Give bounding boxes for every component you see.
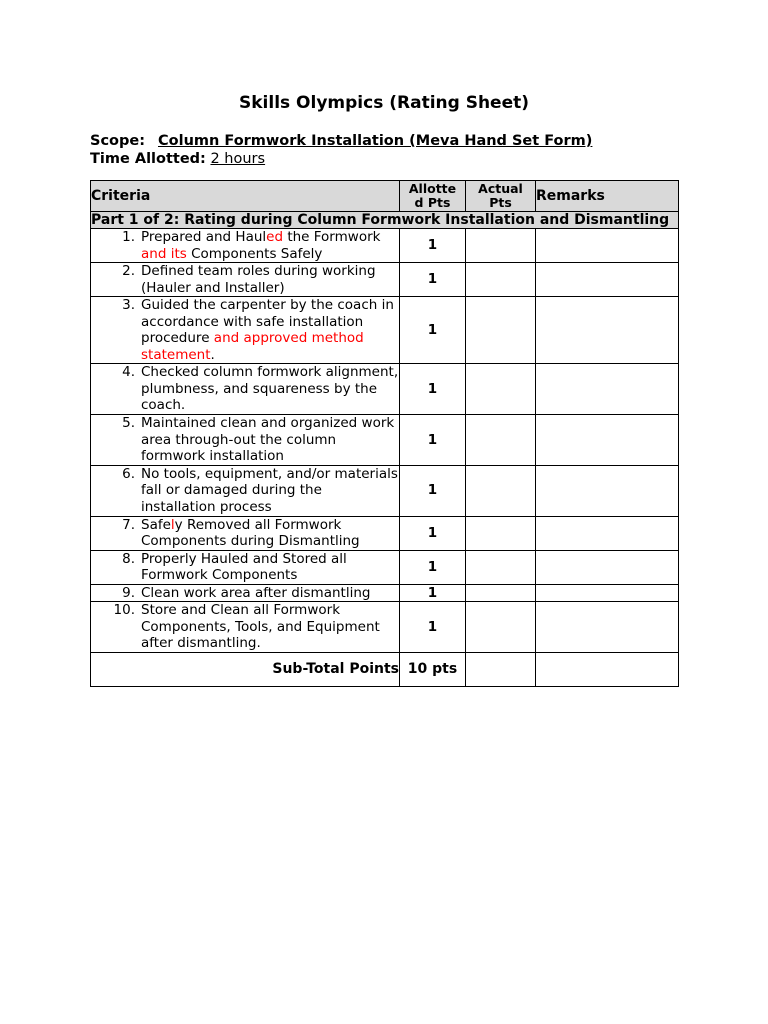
remarks-cell[interactable] [536, 584, 679, 602]
remarks-cell[interactable] [536, 263, 679, 297]
criteria-text [135, 466, 399, 516]
criteria-cell [91, 602, 400, 653]
criteria-cell [91, 297, 400, 364]
criteria-text [135, 517, 399, 550]
allotted-pts-cell: 1 [400, 584, 466, 602]
criteria-number: 2. [122, 263, 135, 279]
criteria-number: 8. [122, 550, 135, 567]
criteria-number: 9. [122, 584, 135, 601]
criteria-text-segment: . [210, 346, 215, 363]
actual-pts-cell[interactable] [466, 584, 536, 602]
criteria-text-segment: Defined team roles during working (Hauler and Installer) [141, 263, 376, 296]
criteria-text-highlight: and its [141, 245, 187, 262]
subtotal-label: Sub-Total Points [91, 653, 400, 687]
criteria-cell [91, 465, 400, 516]
table-row [91, 229, 679, 263]
criteria-cell [91, 516, 400, 550]
header-allotted-line2: d Pts [414, 195, 451, 210]
subtotal-row [91, 653, 679, 687]
allotted-pts-cell: 1 [400, 229, 466, 263]
header-remarks: Remarks [536, 181, 679, 212]
header-actual-line1: Actual [478, 181, 523, 196]
header-actual-pts [466, 181, 536, 212]
criteria-text [135, 602, 399, 652]
allotted-pts-cell: 1 [400, 297, 466, 364]
time-value: 2 hours [210, 151, 266, 167]
table-row [91, 297, 679, 364]
header-allotted-line1: Allotte [408, 181, 457, 196]
header-allotted-pts [400, 181, 466, 212]
table-header-row [91, 181, 679, 212]
actual-pts-cell[interactable] [466, 516, 536, 550]
criteria-text [135, 551, 399, 584]
rating-table [90, 180, 679, 687]
criteria-text-segment: Maintained clean and organized work area through-out the column formwork installation [141, 415, 395, 464]
actual-pts-cell[interactable] [466, 415, 536, 466]
scope-line [90, 133, 592, 150]
criteria-number: 4. [122, 364, 135, 381]
table-row [91, 364, 679, 415]
table-row [91, 516, 679, 550]
actual-pts-cell[interactable] [466, 550, 536, 584]
remarks-cell[interactable] [536, 415, 679, 466]
criteria-text-highlight: l [170, 516, 175, 533]
criteria-text-segment: Prepared and Haul [141, 229, 267, 245]
document-title: Skills Olympics (Rating Sheet) [238, 93, 530, 113]
table-row [91, 263, 679, 297]
part-heading-row [91, 212, 679, 229]
allotted-pts-cell: 1 [400, 364, 466, 415]
header-criteria: Criteria [91, 181, 400, 212]
criteria-cell [91, 550, 400, 584]
criteria-number: 10. [113, 602, 135, 619]
criteria-number: 1. [122, 229, 135, 245]
criteria-text-segment: the Formwork [283, 229, 381, 245]
table-row [91, 602, 679, 653]
allotted-pts-cell: 1 [400, 516, 466, 550]
actual-pts-cell[interactable] [466, 229, 536, 263]
criteria-cell [91, 415, 400, 466]
criteria-text-segment: Safe [141, 516, 171, 533]
remarks-cell[interactable] [536, 364, 679, 415]
criteria-text-segment: Components Safely [186, 245, 323, 262]
remarks-cell[interactable] [536, 297, 679, 364]
criteria-number: 6. [122, 465, 135, 482]
header-actual-line2: Pts [489, 195, 512, 210]
allotted-pts-cell: 1 [400, 465, 466, 516]
scope-label: Scope: [90, 133, 146, 149]
scope-value: Column Formwork Installation (Meva Hand Set Form) [158, 133, 593, 149]
table-row [91, 415, 679, 466]
criteria-text-segment: Clean work area after dismantling [141, 584, 371, 601]
allotted-pts-cell: 1 [400, 602, 466, 653]
remarks-cell[interactable] [536, 550, 679, 584]
remarks-cell[interactable] [536, 465, 679, 516]
criteria-text-segment: Guided the carpenter by the coach in accordance with safe installation procedure [141, 297, 394, 346]
criteria-cell [91, 364, 400, 415]
criteria-text-segment: y Removed all Formwork Components during Dismantling [141, 516, 360, 549]
criteria-text-segment: No tools, equipment, and/or materials fall or damaged during the installation process [141, 465, 398, 515]
table-row [91, 550, 679, 584]
criteria-text-segment: Checked column formwork alignment, plumbness, and squareness by the coach. [141, 364, 399, 414]
allotted-pts-cell: 1 [400, 550, 466, 584]
criteria-text-segment: Store and Clean all Formwork Components, Tools, and Equipment after dismantling. [141, 602, 380, 652]
actual-pts-cell[interactable] [466, 297, 536, 364]
criteria-cell [91, 584, 400, 602]
remarks-cell[interactable] [536, 602, 679, 653]
criteria-text [135, 364, 399, 414]
subtotal-value: 10 pts [400, 653, 466, 687]
subtotal-actual-cell[interactable] [466, 653, 536, 687]
time-label: Time Allotted: [90, 151, 206, 167]
criteria-cell [91, 263, 400, 297]
time-line [90, 151, 265, 168]
criteria-number: 5. [122, 415, 135, 431]
criteria-text [135, 415, 399, 465]
actual-pts-cell[interactable] [466, 364, 536, 415]
subtotal-remarks-cell[interactable] [536, 653, 679, 687]
part-heading: Part 1 of 2: Rating during Column Formwork Installation and Dismantling [91, 212, 679, 229]
criteria-text [135, 263, 399, 296]
criteria-text-segment: Properly Hauled and Stored all Formwork Components [141, 550, 347, 583]
allotted-pts-cell: 1 [400, 263, 466, 297]
table-row [91, 465, 679, 516]
table-body [91, 212, 679, 653]
criteria-text-highlight: ed [266, 229, 284, 245]
table-row [91, 584, 679, 602]
criteria-number: 3. [122, 297, 135, 313]
actual-pts-cell[interactable] [466, 263, 536, 297]
criteria-number: 7. [122, 516, 135, 533]
criteria-text [135, 229, 399, 262]
remarks-cell[interactable] [536, 229, 679, 263]
criteria-text-highlight: and approved method statement [141, 330, 364, 363]
allotted-pts-cell: 1 [400, 415, 466, 466]
actual-pts-cell[interactable] [466, 602, 536, 653]
remarks-cell[interactable] [536, 516, 679, 550]
criteria-text [135, 585, 399, 602]
criteria-cell [91, 229, 400, 263]
criteria-text [135, 297, 399, 363]
actual-pts-cell[interactable] [466, 465, 536, 516]
